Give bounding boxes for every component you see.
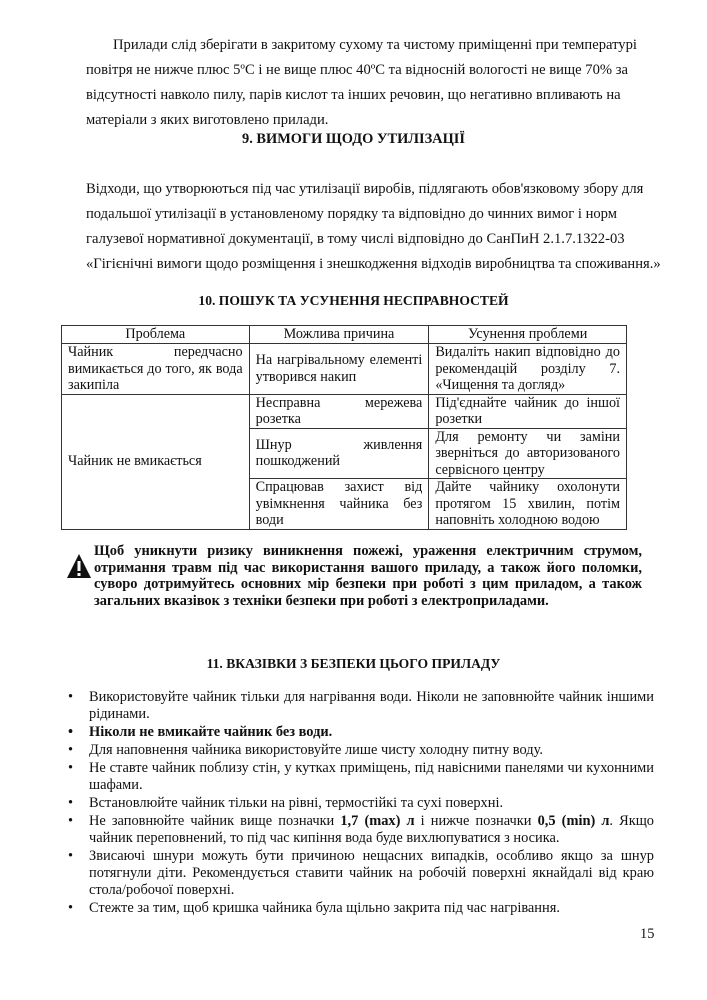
page-number: 15	[640, 926, 655, 942]
item-text: . Якщо чайник переповнений, то під час кипіння вода буде вихлюпуватися з носика.	[89, 813, 654, 846]
safety-warning	[66, 543, 642, 609]
text-line: повітря не нижче плюс 5ºС і не вище плюс 40ºС та відносній вологості не вище 70% за	[86, 62, 628, 78]
fix-cell: Дайте чайнику охолонути протягом 15 хвилин, потім наповніть холодною водою	[429, 479, 627, 530]
min-mark: 0,5 (min) л	[537, 813, 610, 829]
section-9-title: 9. ВИМОГИ ЩОДО УТИЛІЗАЦІЇ	[242, 131, 465, 147]
item-text: Використовуйте чайник тільки для нагрівання води. Ніколи не заповнюйте чайник іншими рідинами.	[89, 689, 654, 722]
column-header: Проблема	[62, 326, 250, 344]
cause-cell: На нагрівальному елементі утворився накип	[249, 344, 429, 395]
text-line: «Гігієнічні вимоги щодо розміщення і знешкодження відходів виробництва та споживання.»	[86, 256, 661, 272]
item-text: Не ставте чайник поблизу стін, у кутках приміщень, під навісними панелями чи кухонними шафами.	[89, 760, 654, 793]
text-line: подальшої утилізації в установленому порядку та відповідно до чинних вимог і норм	[86, 206, 617, 222]
item-text: Стежте за тим, щоб кришка чайника була щільно закрита під час нагрівання.	[89, 900, 560, 916]
column-header: Можлива причина	[249, 326, 429, 344]
list-item: • Використовуйте чайник тільки для нагрівання води. Ніколи не заповнюйте чайник іншими рідинами.	[68, 689, 654, 722]
fix-cell: Для ремонту чи заміни зверніться до авторизованого сервісного центру	[429, 428, 627, 479]
text-line: галузевої нормативної документації, в тому числі відповідно до СанПиН 2.1.7.1322-03	[86, 231, 625, 247]
list-item: • Встановлюйте чайник тільки на рівні, термостійкі та сухі поверхні.	[68, 795, 504, 811]
disposal-paragraph	[86, 177, 661, 277]
text-line: відсутності навколо пилу, парів кислот та інших речовин, що негативно впливають на	[86, 87, 621, 103]
section-11-title: 11. ВКАЗІВКИ З БЕЗПЕКИ ЦЬОГО ПРИЛАДУ	[206, 656, 501, 671]
item-text: Звисаючі шнури можуть бути причиною нещасних випадків, особливо якщо за шнур потягнули діти. Рекомендується ставити чайник на робочій поверхні якнайдалі від краю стола/робочої поверхні.	[89, 848, 654, 898]
table-header-row	[62, 326, 627, 344]
section-10-title: 10. ПОШУК ТА УСУНЕННЯ НЕСПРАВНОСТЕЙ	[198, 293, 509, 308]
cause-cell: Спрацював захист від увімкнення чайника без води	[249, 479, 429, 530]
fix-cell: Під'єднайте чайник до іншої розетки	[429, 394, 627, 428]
list-item: • Ніколи не вмикайте чайник без води.	[68, 724, 333, 740]
item-text: Ніколи не вмикайте чайник без води.	[89, 724, 333, 740]
problem-cell: Чайник не вмикається	[62, 394, 250, 529]
text-line: Відходи, що утворюються під час утилізації виробів, підлягають обов'язковому збору для	[86, 181, 644, 197]
item-text: Не заповнюйте чайник вище позначки	[89, 813, 341, 829]
item-text: Встановлюйте чайник тільки на рівні, термостійкі та сухі поверхні.	[89, 795, 504, 811]
cause-cell: Несправна мережева розетка	[249, 394, 429, 428]
cause-cell: Шнур живлення пошкоджений	[249, 428, 429, 479]
list-item: • Не заповнюйте чайник вище позначки 1,7 (max) л і нижче позначки 0,5 (min) л. Якщо чайник переповнений, то під час кипіння вода буде вихлюпуватися з носика.	[68, 813, 654, 846]
troubleshooting-table	[61, 325, 627, 530]
item-text: і нижче позначки	[414, 813, 538, 829]
fix-cell: Видаліть накип відповідно до рекомендацій розділу 7. «Чищення та догляд»	[429, 344, 627, 395]
problem-cell: Чайник передчасно вимикається до того, як вода закипіла	[62, 344, 250, 395]
storage-paragraph	[86, 33, 638, 133]
list-item: • Звисаючі шнури можуть бути причиною нещасних випадків, особливо якщо за шнур потягнули діти. Рекомендується ставити чайник на робочій поверхні якнайдалі від краю стола/робочої поверхні.	[68, 848, 654, 898]
text-line: Прилади слід зберігати в закритому сухому та чистому приміщенні при температурі	[113, 37, 637, 53]
warning-text: Щоб уникнути ризику виникнення пожежі, ураження електричним струмом, отримання травм під час використання вашого приладу, а також його поломки, суворо дотримуйтесь основних мір безпеки при роботі з цим приладом, а також загальних вказівок з техніки безпеки при роботі з електроприладами.	[94, 543, 642, 609]
list-item: • Не ставте чайник поблизу стін, у кутках приміщень, під навісними панелями чи кухонними шафами.	[68, 760, 654, 793]
warning-triangle-icon	[66, 553, 92, 579]
text-line: матеріали з яких виготовлено прилади.	[86, 112, 329, 128]
list-item: • Стежте за тим, щоб кришка чайника була щільно закрита під час нагрівання.	[68, 900, 560, 916]
table-row	[62, 344, 627, 395]
column-header: Усунення проблеми	[429, 326, 627, 344]
item-text: Для наповнення чайника використовуйте лише чисту холодну питну воду.	[89, 742, 543, 758]
table-row	[62, 394, 627, 428]
safety-list	[64, 689, 654, 918]
list-item: • Для наповнення чайника використовуйте лише чисту холодну питну воду.	[68, 742, 543, 758]
max-mark: 1,7 (max) л	[340, 813, 415, 829]
